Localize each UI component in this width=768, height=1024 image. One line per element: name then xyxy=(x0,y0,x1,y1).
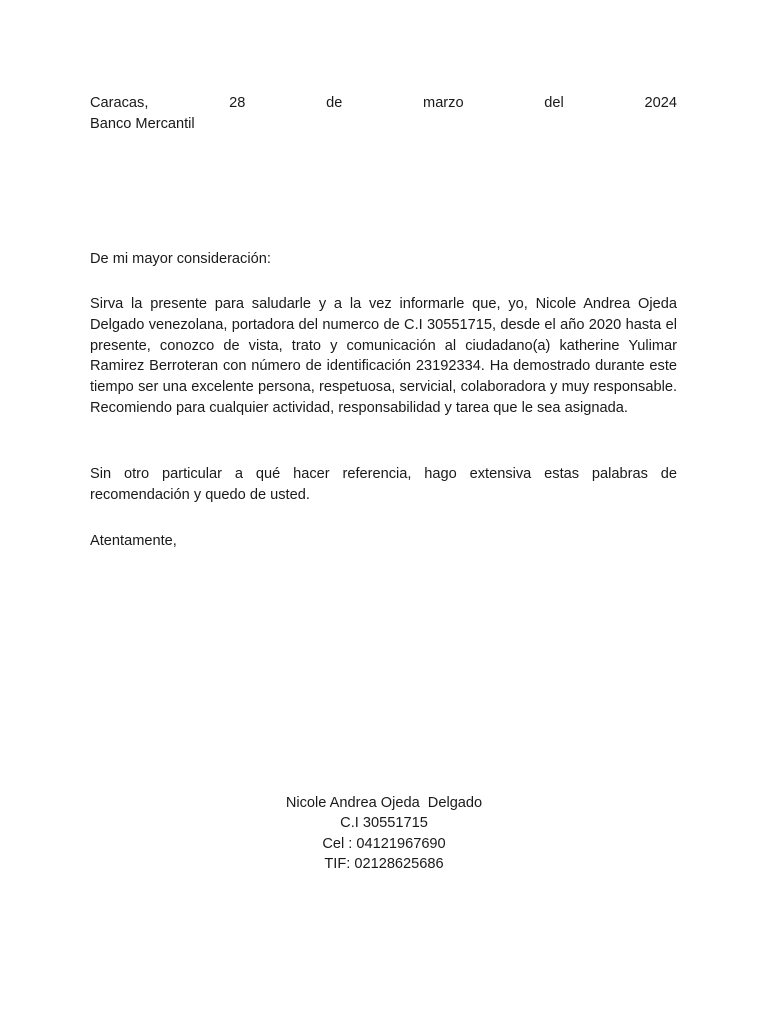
date-de: de xyxy=(326,95,343,111)
date-year: 2024 xyxy=(644,95,677,111)
greeting: De mi mayor consideración: xyxy=(90,251,271,267)
closing: Atentamente, xyxy=(90,533,177,549)
signature-cel: Cel : 04121967690 xyxy=(322,835,446,852)
body-paragraph-1: Sirva la presente para saludarle y a la vez informarle que, yo, Nicole Andrea Ojeda Delgado venezolana, portadora del numerco de C.I 30551715, desde el año 2020 hasta el presente, conozco de vista, trato y comunicación al ciudadano(a) katherine Yulimar Ramirez Berroteran con número de identificación 23192334. Ha demostrado durante este tiempo ser una excelente persona, respetuosa, servicial, colaboradora y muy responsable. Recomiendo para cualquier actividad, responsabilidad y tarea que le sea asignada. xyxy=(90,296,677,416)
date-del: del xyxy=(544,95,564,111)
date-city: Caracas, xyxy=(90,95,149,111)
signature-name: Nicole Andrea Ojeda Delgado xyxy=(285,795,483,811)
date-day: 28 xyxy=(229,95,246,111)
signature-block xyxy=(184,793,584,875)
date-month: marzo xyxy=(423,95,464,111)
date-line xyxy=(90,93,677,113)
body-paragraph-2: Sin otro particular a qué hacer referencia, hago extensiva estas palabras de recomendación y quedo de usted. xyxy=(90,466,677,503)
signature-tlf: TIF: 02128625686 xyxy=(324,856,444,873)
recipient: Banco Mercantil xyxy=(90,116,195,132)
signature-ci: C.I 30551715 xyxy=(340,815,428,832)
